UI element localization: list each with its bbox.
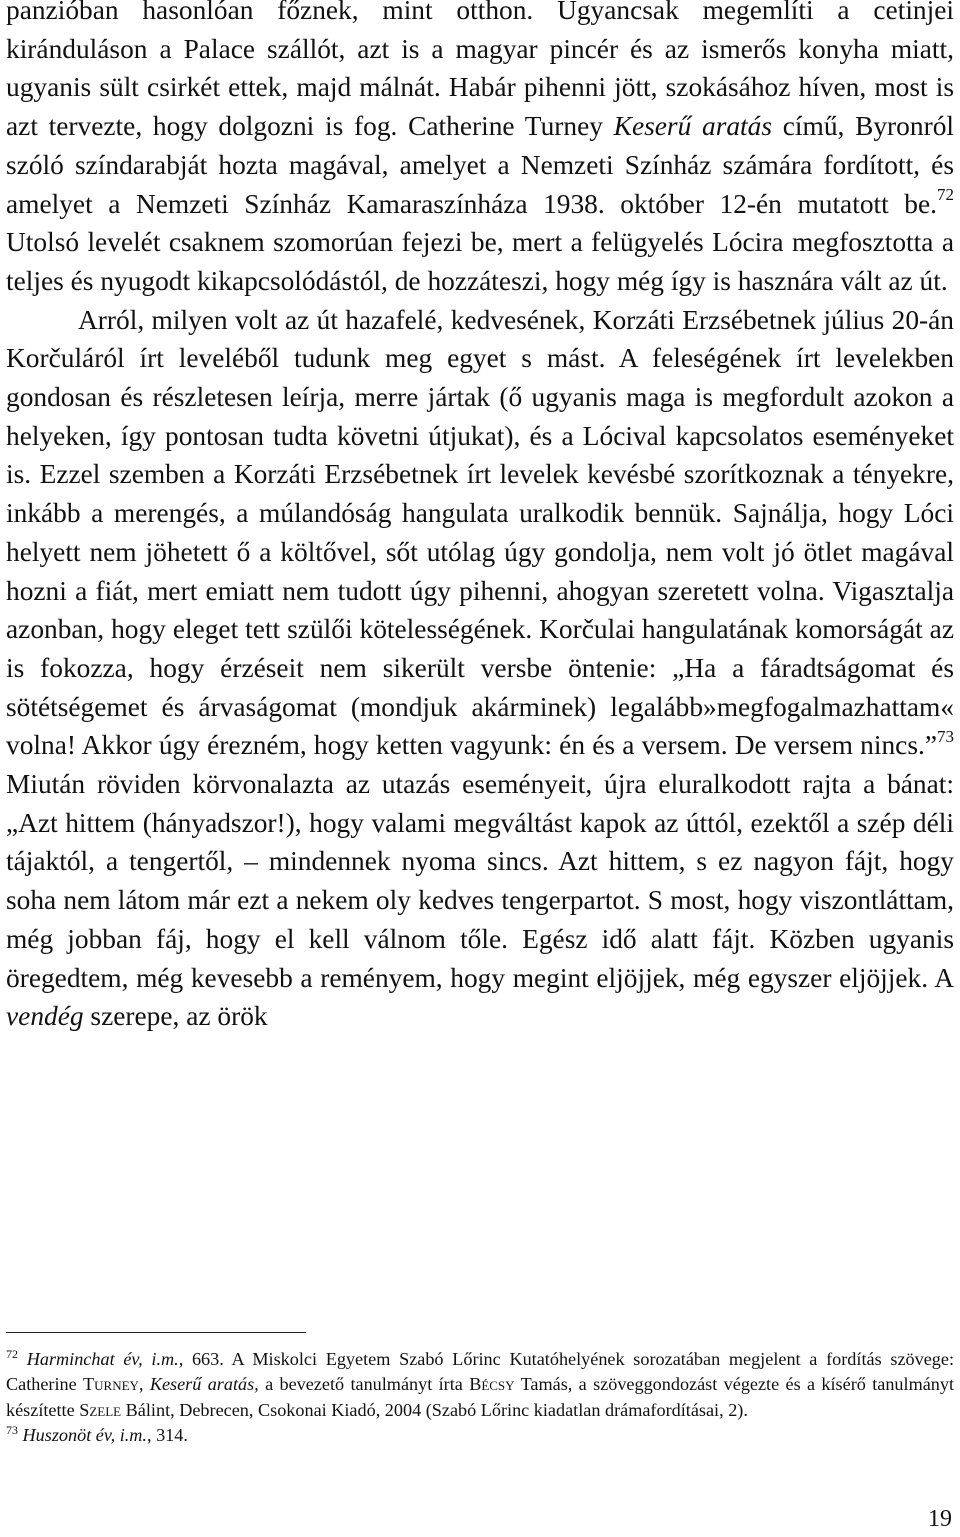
italic-title: Keserű aratás, xyxy=(149,1374,259,1395)
footnote-ref-73[interactable]: 73 xyxy=(937,727,954,747)
page-number: 19 xyxy=(928,1506,952,1532)
text-run: , 663. A Miskolci Egyetem Szabó Lőrinc Kutatóhelyének sorozatában megjelent a fordítás szövege: Catherine xyxy=(6,1349,954,1395)
text-run: című, Byronról szóló színdarabját hozta magával, amelyet a Nemzeti Színház számára fordított, és amelyet a Nemzeti Színház Kamaraszínháza 1938. október 12-én mutatott be. xyxy=(6,111,954,219)
footnote-73 xyxy=(6,1423,954,1448)
text-run: Arról, milyen volt az út hazafelé, kedvesének, Korzáti Erzsébetnek július 20-án Korčuláról írt leveléből tudunk meg egyet s mást. A feleségének írt levelekben gondosan és részletesen leírja, merre jártak (ő ugyanis maga is megfordult azokon a helyeken, így pontosan tudta követni útjukat), és a Lócival kapcsolatos eseményeket is. Ezzel szemben a Korzáti Erzsébetnek írt levelek kevésbé szorítkoznak a tényekre, inkább a merengés, a múlandóság hangulata uralkodik bennük. Sajnálja, hogy Lóci helyett nem jöhetett ő a költővel, sőt utólag úgy gondolja, nem volt jó ötlet magával hozni a fiát, mert emiatt nem tudott úgy pihenni, ahogyan szeretett volna. Vigasztalja azonban, hogy eleget tett szülői kötelességének. Korčulai hangulatának komorságát az is fokozza, hogy érzéseit nem sikerült versbe öntenie: „Ha a fáradtságomat és sötétségemet és árvaságomat (mondjuk akárminek) legalább»megfogalmazhattam« volna! Akkor úgy érezném, hogy ketten vagyunk: én és a versem. De versem nincs.” xyxy=(6,304,954,761)
italic-word: vendég xyxy=(6,1001,84,1032)
text-run: panzióban hasonlóan főznek, mint otthon. Ugyancsak megemlíti a cetinjei kiránduláson a Palace szállót, azt is a magyar pincér és az ismerős konyha miatt, ugyanis sült csirkét ettek, majd málnát. Habár pihenni jött, szokásához híven, most is azt tervezte, hogy dolgozni is fog. Catherine Turney xyxy=(6,0,954,142)
text-run: Miután röviden körvonalazta az utazás eseményeit, újra eluralkodott rajta a bánat: „Azt hittem (hányadszor!), hogy valami megváltást kapok az úttól, ezektől a szép déli tájaktól, a tengertől, – mindennek nyoma sincs. Azt hittem, s ez nagyon fájt, hogy soha nem látom már ezt a nekem oly kedves tengerpartot. S most, hogy viszontláttam, még jobban fáj, hogy el kell válnom tőle. Egész idő alatt fájt. Közben ugyanis öregedtem, még kevesebb a reményem, hogy megint eljöjjek, még egyszer eljöjjek. A xyxy=(6,769,954,993)
text-run: , xyxy=(138,1374,150,1395)
text-run: Tamás, a szöveggondozást végezte és a kísérő tanulmányt készítette xyxy=(6,1374,955,1420)
footnotes xyxy=(6,1347,954,1448)
author-name: Bécsy xyxy=(469,1374,515,1395)
footnote-number: 72 xyxy=(6,1346,18,1361)
footnote-source: Huszonöt év, i.m. xyxy=(22,1424,147,1445)
body-text xyxy=(6,0,954,1036)
paragraph-1 xyxy=(6,0,954,301)
footnote-ref-72[interactable]: 72 xyxy=(937,185,954,205)
footnote-number: 73 xyxy=(6,1422,18,1437)
author-name: Szele xyxy=(79,1399,122,1420)
author-name: Turney xyxy=(83,1374,139,1395)
footnote-source: Harminchat év, i.m. xyxy=(26,1349,179,1369)
text-run: a bevezető tanulmányt írta xyxy=(258,1374,470,1395)
paragraph-2 xyxy=(6,301,954,1036)
footnote-separator xyxy=(6,1332,306,1333)
text-run: Bálint, Debrecen, Csokonai Kiadó, 2004 (Szabó Lőrinc kiadatlan drámafordításai, 2). xyxy=(121,1399,748,1420)
text-run: , 314. xyxy=(146,1424,188,1445)
text-run: szerepe, az örök xyxy=(83,1001,268,1032)
footnote-72 xyxy=(6,1347,954,1423)
italic-title: Keserű aratás xyxy=(613,111,773,142)
text-run: Utolsó levelét csaknem szomorúan fejezi be, mert a felügyelés Lócira megfosztotta a teljes és nyugodt kikapcsolódástól, de hozzáteszi, hogy még így is hasznára vált az út. xyxy=(6,227,954,296)
